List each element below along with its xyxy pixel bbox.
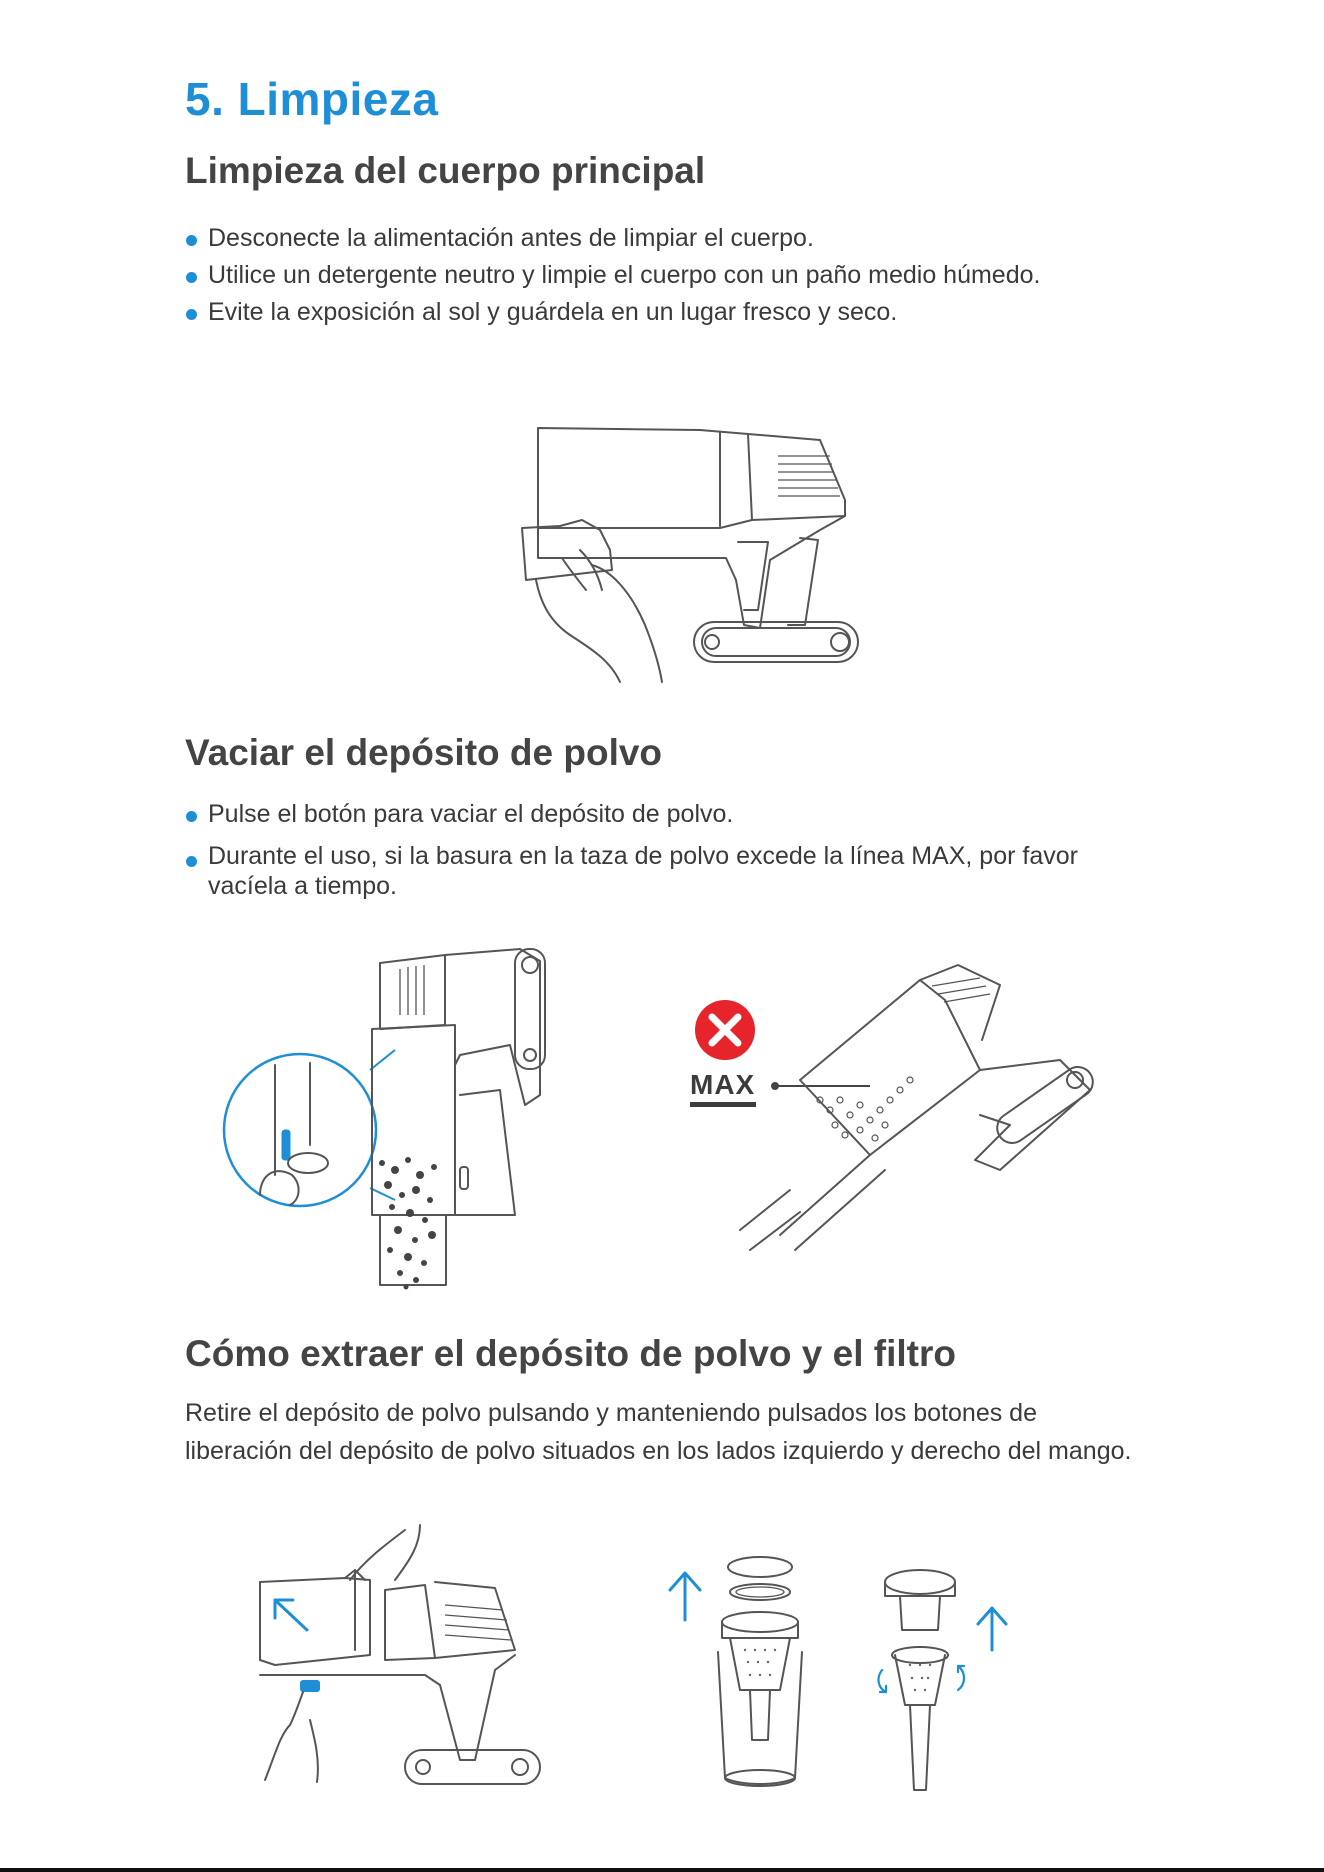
max-line-illustration: [680, 950, 1100, 1280]
body-cleaning-illustration: [500, 420, 880, 690]
list-item: Pulse el botón para vaciar el depósito de polvo.: [185, 796, 1145, 833]
page-bottom-rule: [0, 1868, 1324, 1872]
dust-empty-list: [185, 796, 1145, 901]
heading-body-cleaning: Limpieza del cuerpo principal: [185, 150, 706, 191]
max-label: MAX: [690, 1069, 756, 1100]
heading-remove-filter: Cómo extraer el depósito de polvo y el filtro: [185, 1333, 956, 1374]
body-cleaning-list: [185, 220, 1145, 331]
dust-empty-illustration: [220, 945, 580, 1290]
remove-filter-paragraph: Retire el depósito de polvo pulsando y manteniendo pulsados los botones de liberación del depósito de polvo situados en los lados izquierdo y derecho del mango.: [185, 1399, 1132, 1465]
remove-bin-illustration: [245, 1520, 545, 1790]
dust-cup-filter-illustration: [660, 1540, 825, 1790]
list-item: Desconecte la alimentación antes de limpiar el cuerpo.: [185, 220, 1145, 257]
list-item: Utilice un detergente neutro y limpie el cuerpo con un paño medio húmedo.: [185, 257, 1145, 294]
heading-dust-empty: Vaciar el depósito de polvo: [185, 732, 663, 773]
filter-extract-illustration: [870, 1560, 1020, 1795]
section-title: 5. Limpieza: [185, 73, 439, 125]
list-item: Evite la exposición al sol y guárdela en un lugar fresco y seco.: [185, 294, 1145, 331]
list-item: Durante el uso, si la basura en la taza de polvo excede la línea MAX, por favor vacíela a tiempo.: [185, 841, 1145, 901]
